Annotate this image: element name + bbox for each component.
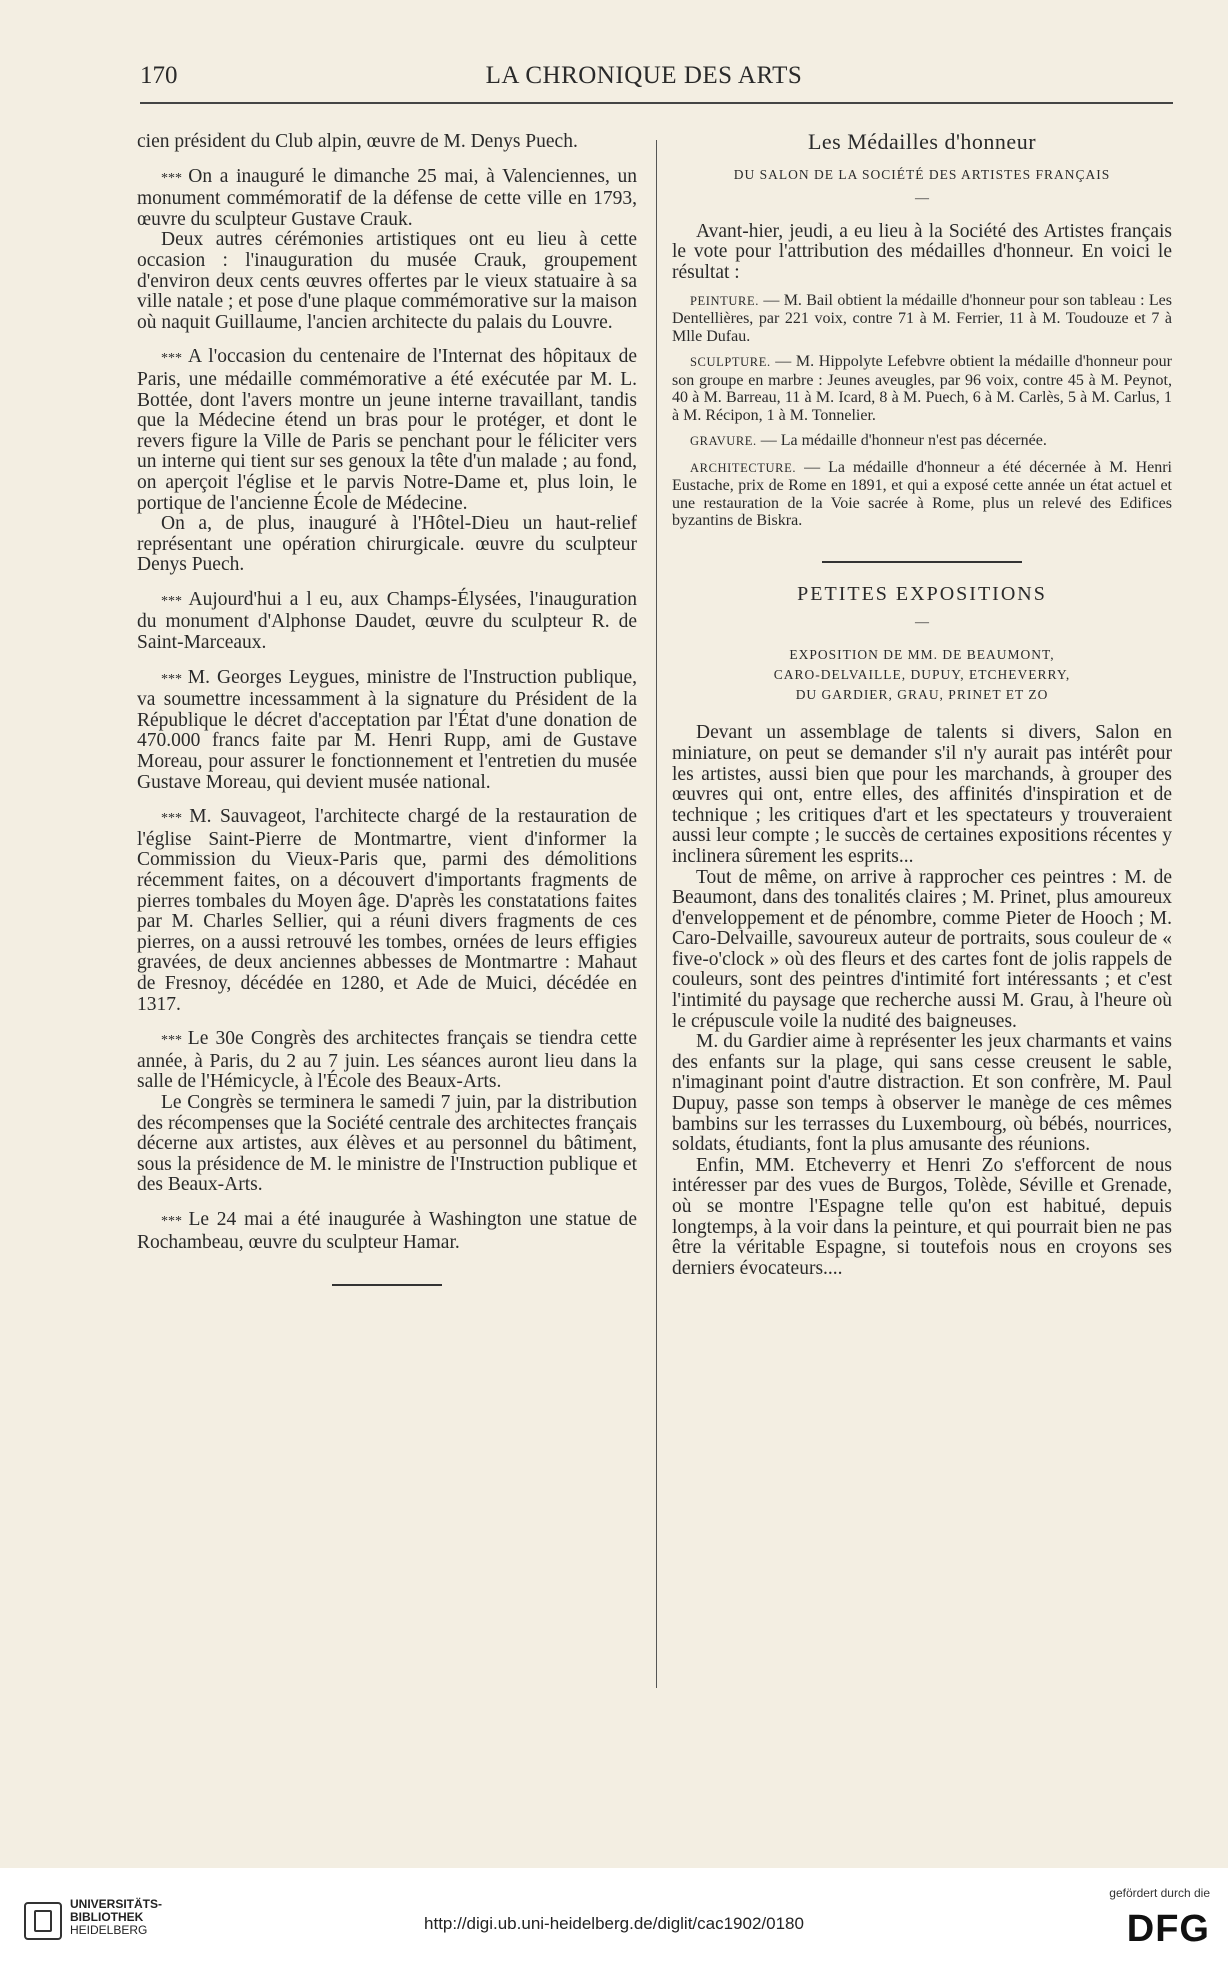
page-number: 170 <box>140 62 178 89</box>
result-sculpture: SCULPTURE. — M. Hippolyte Lefebvre obtient la médaille d'honneur pour son groupe en marbre : Jeunes aveugles, par 96 voix, contre 45 à M. Peynot, 40 à M. Barreau, 11 à M. Icard, 8 à M. Puech, 6 à M. Carlès, 5 à M. Carlus, 1 à M. Récipon, 1 à M. Tonnelier. <box>672 353 1172 424</box>
exhibition-heading: EXPOSITION DE MM. DE BEAUMONT, CARO-DELVAILLE, DUPUY, ETCHEVERRY, DU GARDIER, GRAU, PRINET ET ZO <box>773 647 1071 703</box>
paragraph: Tout de même, on arrive à rapprocher ces peintres : M. de Beaumont, dans des tonalités claires ; M. Prinet, plus amoureux d'enveloppement et de pénombre, comme Pieter de Hooch ; M. Caro-Delvaille, savoureux auteur de portraits, sous couleur de « five-o'clock » où des fleurs et des cartes font de jolis rappels de couleurs, sont des peintres d'intimité fort intéressants ; et c'est l'intimité du paysage que recherche aussi M. Grau, à l'heure où le crépuscule voile la nudité des baigneuses. <box>672 866 1172 1032</box>
asterism: *** <box>161 593 189 609</box>
result-engraving: GRAVURE. — La médaille d'honneur n'est pas décernée. <box>690 432 1047 450</box>
paragraph: M. du Gardier aime à représenter les jeux charmants et vains des enfants sur la plage, qui sans cesse creusent le sable, n'imaginant point d'autre distraction. Et son confrère, M. Paul Dupuy, passe son temps à observer le manège de ces mêmes bambins sur les terrasses du Luxembourg, où bébés, nourrices, soldats, étudiants, font la plus amusante des réunions. <box>672 1031 1172 1156</box>
header-rule <box>140 102 1173 104</box>
result-painting: PEINTURE. — M. Bail obtient la médaille d'honneur pour son tableau : Les Dentellières, par 221 voix, contre 71 à M. Ferrier, 11 à M. Toudouze et 7 à Mlle Dufau. <box>672 291 1172 345</box>
asterism: *** <box>161 811 190 827</box>
medal-results <box>672 292 1172 530</box>
asterism: *** <box>161 1033 188 1049</box>
right-column <box>672 129 1172 1279</box>
section-ornament <box>672 548 1172 569</box>
result-architecture: ARCHITECTURE. — La médaille d'honneur a été décernée à M. Henri Eustache, prix de Rome en 1891, et qui a exposé cette année un état actuel et une restauration de la Voie sacrée à Rome, plus un relevé des Edifices byzantins de Biskra. <box>672 458 1172 530</box>
paragraph: cien président du Club alpin, œuvre de M. Denys Puech. <box>137 131 578 152</box>
news-item: *** Aujourd'hui a l eu, aux Champs-Élysées, l'inauguration du monument d'Alphonse Daudet, œuvre du sculpteur R. de Saint-Marceaux. <box>137 588 637 654</box>
dfg-logo: DFG <box>1126 1908 1210 1950</box>
news-item: *** A l'occasion du centenaire de l'Internat des hôpitaux de Paris, une médaille commémorative a été exécutée par M. L. Bottée, dont l'avers montre un jeune interne travaillant, tandis que la Médecine étend un bras pour le protéger, et dont le revers figure la Ville de Paris se penchant pour le féliciter vers un interne qui tient sur ses genoux la tête d'un malade ; au fond, on aperçoit l'église et le parvis Notre-Dame et, plus loin, le portique de l'ancienne École de Médecine. <box>137 346 638 514</box>
section-dash: — <box>915 614 929 630</box>
section-title: PETITES EXPOSITIONS <box>797 583 1047 606</box>
column-divider <box>656 140 657 1688</box>
paragraph: Deux autres cérémonies artistiques ont eu lieu à cette occasion : l'inauguration du musée Crauk, groupement d'environ deux cents œuvres offertes par le vieux statuaire à sa ville natale ; et pose d'une plaque commémorative sur la maison où naquit Guillaume, l'ancien architecte du palais du Louvre. <box>137 229 637 333</box>
asterism: *** <box>161 351 188 367</box>
end-ornament <box>137 1271 637 1292</box>
news-item: *** On a inauguré le dimanche 25 mai, à Valenciennes, un monument commémoratif de la défense de cette ville en 1793, œuvre du sculpteur Gustave Crauk. <box>137 165 638 230</box>
funded-by-label: gefördert durch die <box>1109 1886 1210 1900</box>
left-column <box>137 132 637 1308</box>
library-name: UNIVERSITÄTS- BIBLIOTHEK HEIDELBERG <box>70 1897 163 1937</box>
paragraph: Avant-hier, jeudi, a eu lieu à la Société des Artistes français le vote pour l'attribution des médailles d'honneur. En voici le résultat : <box>672 220 1172 283</box>
title-dash: — <box>915 191 929 207</box>
article-title: Les Médailles d'honneur <box>807 129 1037 154</box>
paragraph: Le Congrès se terminera le samedi 7 juin, par la distribution des récompenses que la Société centrale des architectes français décerne aux artistes, aux élèves et au personnel du bâtiment, sous la présidence de M. le ministre de l'Instruction publique et des Beaux-Arts. <box>137 1091 637 1196</box>
news-item: *** M. Sauvageot, l'architecte chargé de la restauration de l'église Saint-Pierre de Montmartre, vient d'informer la Commission du Vieux-Paris que, parmi des démolitions récemment faites, on a découvert d'importants fragments de pierres tombales du Moyen âge. D'après les constatations faites par M. Charles Sellier, qui a réuni divers fragments de ces pierres, on a aussi retrouvé les tombes, ornées de leurs effigies gravées, de deux anciennes abbesses de Montmartre : Mahaut de Fresnoy, décédée en 1280, et Ade de Muici, décédée en 1317. <box>137 806 637 1015</box>
viewer-footer <box>0 1868 1228 1970</box>
paragraph: On a, de plus, inauguré à l'Hôtel-Dieu un haut-relief représentant une opération chirurgicale. œuvre du sculpteur Denys Puech. <box>137 513 637 576</box>
news-item: *** M. Georges Leygues, ministre de l'Instruction publique, va soumettre incessamment à la signature du Président de la République le décret d'acceptation par l'État d'une donation de 470.000 francs faite par M. Henri Rupp, ami de Gustave Moreau, pour assurer le fonctionnement et l'entretien du musée Gustave Moreau, qui devient musée national. <box>137 666 637 793</box>
asterism: *** <box>161 671 188 687</box>
permalink-url[interactable]: http://digi.ub.uni-heidelberg.de/diglit/cac1902/0180 <box>424 1914 804 1933</box>
asterism: *** <box>161 1213 189 1229</box>
news-item: *** Le 24 mai a été inaugurée à Washington une statue de Rochambeau, œuvre du sculpteur Hamar. <box>137 1208 638 1253</box>
article-subtitle: DU SALON DE LA SOCIÉTÉ DES ARTISTES FRANÇAIS <box>733 166 1111 182</box>
journal-title: LA CHRONIQUE DES ARTS <box>485 62 803 89</box>
paragraph: Devant un assemblage de talents si divers, Salon en miniature, on peut se demander s'il n'y aurait pas intérêt pour les artistes, aussi bien que pour les marchands, à grouper des œuvres qui ont, entre elles, des affinités d'inspiration et de technique ; les critiques d'art et les spectateurs y trouveraient aussi leur compte ; le succès de certaines expositions récentes y inclinera sûrement les esprits... <box>672 722 1172 867</box>
news-item: *** Le 30e Congrès des architectes français se tiendra cette année, à Paris, du 2 au 7 juin. Les séances auront lieu dans la salle de l'Hémicycle, à l'École des Beaux-Arts. <box>137 1028 637 1093</box>
asterism: *** <box>161 170 189 186</box>
running-header <box>140 62 1148 102</box>
paragraph: Enfin, MM. Etcheverry et Henri Zo s'efforcent de nous intéresser par des vues de Burgos, Tolède, Séville et Grenade, où se montre l'Espagne telle qu'on est habitué, depuis longtemps, à la voir dans la peinture, et qui pourrait bien ne pas être la véritable Espagne, si toutefois nous en croyons ses derniers évocateurs.... <box>672 1154 1172 1279</box>
